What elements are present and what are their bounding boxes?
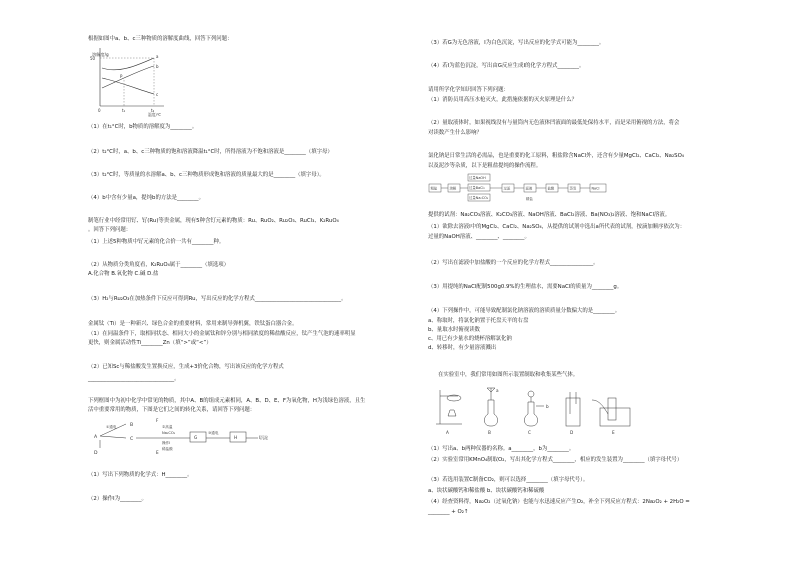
sol-q2: （2）t₂°C时，a、b、c三种物质的饱和溶液降温t₁°C时，所得溶液为不饱和溶液是________（填字母） (88, 149, 333, 155)
flow-box-8: 盐酸 (547, 186, 555, 191)
node-g: G (194, 435, 198, 440)
gas-q3-options: a、块状碳酸钙和稀盐酸 b、块状碳酸钙和稀硫酸 (428, 488, 545, 494)
edge-4: 操作Ⅰ (162, 441, 171, 445)
ru-q1: （1）上述5种物质中钌元素的化合价一共有________种。 (88, 239, 225, 245)
metal-intro: 金属钛（Ti）是一种新兴、绿色合金的重要材料，常用来制导弹机翼，铁钛蛋白器合金。 (88, 321, 298, 327)
end-label: I沉淀 (259, 435, 269, 440)
curve-a (102, 58, 154, 70)
gas-intro: 在实验室中，我们常用如图所示装置制取和收集某些气体。 (438, 372, 579, 378)
app-label-b: B (488, 430, 491, 435)
metal-q2: （2）已知Sc与稀盐酸发生置换反应，生成+3价化合物，写出该反应的化学方程式 (88, 364, 284, 370)
ru-intro2: 。回答下列问题： (88, 227, 132, 233)
curve-b (102, 66, 154, 88)
salt-q4-option-b: b、量取水时俯视读数 (428, 327, 480, 333)
app-label-c: C (528, 430, 531, 435)
salt-q4-option-c: c、用已有少量水的烧杯溶解氯化钠 (428, 336, 512, 342)
gas-q4b: ________ + O₂↑ (428, 509, 469, 515)
flow-box-7: 精盐 (526, 197, 533, 201)
metal-q1b: 更快，则金属活动性Ti________Zn（填“>”或“<”） (88, 340, 212, 346)
app-label-a: A (446, 430, 449, 435)
salt-q1a: （1）欲除去溶液Ⅰ中的MgCl₂、CaCl₂、Na₂SO₄，从提供的试剂中选出a所代表的试剂，按滴加顺序依次为： (428, 224, 686, 230)
node-d: D (94, 451, 98, 456)
node-h-box (230, 432, 246, 442)
y-axis-label: 溶解度/g (92, 52, 109, 57)
salt-intro2: 以及泥沙等杂质，以下是粗盐提纯的操作流程。 (428, 163, 542, 169)
ru-q2: （2）从物质分类角度看，K₂RuO₄属于________（填选项） (88, 262, 230, 268)
edge-1: ①通电 (106, 425, 117, 429)
curve-c (102, 78, 154, 94)
sol-q1: （1）在t₁°C时，b物质的溶解度为________。 (88, 124, 198, 130)
salt-q2: （2）写出在滤液中加盐酸的一个反应的化学方程式________________。 (428, 260, 599, 266)
gas-q2: （2）实验室常用KMnO₄制取O₂，写出其化学方程式________，相应的发生装置为________（填字母代号） (428, 457, 683, 463)
x-tick-2: t₂ (151, 108, 155, 113)
node-h: H (234, 435, 238, 440)
node-e: E (156, 450, 159, 455)
flow-box-1: 溶解 (449, 186, 457, 191)
fire-q1: （1）消防员用高压水枪灭火，此措施依据的灭火原理是什么？ (428, 97, 577, 103)
ru-q3: （3）H₂与Ru₂O₃在加热条件下反应可得到Ru，写出反应的化学方程式________________________________。 (88, 296, 347, 302)
edge-3: Na₂CO₃ (162, 431, 176, 435)
ru-q2-options: A.化合物 B.氧化物 C.碱 D.盐 (88, 271, 159, 277)
label-c: c (156, 92, 159, 97)
salt-q4-option-a: a、称取时，将氯化钠置于托盘天平的右盘 (428, 318, 529, 324)
instrument-label-b: b (546, 404, 549, 409)
flow-box-5: 过滤 (503, 186, 511, 191)
gas-q3: （3）若选用装置C制备CO₂，则可以选择________（填字母代号）。 (428, 477, 589, 483)
salt-purification-flow (428, 170, 638, 210)
infer-intro2: 活中重要常用的物质，下图是它们之间的转化关系，请回答下列问题： (88, 407, 256, 413)
x-tick-0: 0 (98, 108, 101, 113)
metal-q1a: （1）在同温条件下，取相同状态、相同大小的金属钛和锌分别与相同浓度的稀盐酸反应，钛产生气泡的速率明显 (88, 331, 356, 337)
app-label-e: E (612, 430, 615, 435)
instrument-label-a: a (496, 388, 499, 393)
sol-q3: （3）t₂°C时，等质量的水溶解a、b、c三种物质形成饱和溶液的质量最大的是________（填字母）。 (88, 172, 325, 178)
fire-intro: 请用所学化学知识回答下列问题： (428, 87, 509, 93)
edge-6: ③通电 (208, 431, 219, 435)
salt-intro: 氯化钠是日常生活的必需品，也是重要的化工原料，粗盐除含NaCl外，还含有少量MgCl₂、CaCl₂、Na₂SO₄ (428, 153, 684, 159)
point-p: P (120, 74, 123, 79)
infer-q2: （2）操作Ⅰ为________。 (88, 496, 147, 502)
node-b: B (130, 423, 134, 428)
node-g-box (190, 432, 206, 442)
y-tick: 50 (90, 56, 96, 61)
node-a: A (94, 435, 98, 440)
flow-box-6: 滤液 (525, 186, 533, 191)
gas-q4a: （4）经查资料得，Na₂O₂（过氧化钠）也能与水迅速反应产生O₂，补全下列反应方程式：2Na₂O₂ + 2H₂O = (428, 499, 690, 505)
salt-q1b: 过量的NaOH溶液、________、________。 (428, 234, 530, 240)
salt-q4: （4）下列操作中，可能导致配制氯化钠溶液的溶质质量分数偏大的是________。 (428, 308, 621, 314)
salt-reagents: 提供的试剂：Na₂CO₃溶液、K₂CO₃溶液、NaOH溶液、BaCl₂溶液、Ba(NO₃)₂溶液、饱和NaCl溶液。 (428, 212, 671, 218)
label-a: a (156, 54, 159, 59)
solubility-graph (90, 44, 168, 117)
node-f: F (156, 418, 159, 423)
flow-box-9: 蒸发 (569, 186, 577, 191)
label-b: b (156, 64, 159, 69)
metal-q2-blank: ________________________________。 (88, 376, 180, 382)
salt-q3: （3）用提纯的NaCl配制500g0.9%的生理盐水，需要NaCl的质量为________g。 (428, 284, 623, 290)
app-label-d: D (570, 430, 574, 435)
gas-apparatus-figure (432, 384, 642, 438)
node-c: C (130, 437, 134, 442)
flow-box-0: 粗盐 (430, 186, 438, 191)
flow-box-4: 过量Na₂CO₃ (469, 196, 489, 200)
solubility-intro: 根据如图中a、b、c三种物质的溶解度曲线，回答下列问题： (88, 36, 233, 42)
flow-box-10: NaCl (591, 186, 600, 191)
ru-intro: 制笔行业中经常用钌、钌(Ru)等贵金属，现有5种含钌元素的物质：Ru、RuO₂、Ru₂O₃、RuCl₃、K₂RuO₄ (88, 218, 339, 224)
infer-intro: 下列框图中为初中化学中常见的物质，其中A、B的组成元素相同，A、B、D、E、F为氧化物，H为浅绿色溶液，且生 (88, 398, 366, 404)
infer-q1: （1）写出下列物质的化学式：H________。 (88, 472, 193, 478)
salt-q4-option-d: d、转移时，有少量溶液溅出 (428, 345, 497, 351)
fire-q2a: （2）量取液体时，如果视线没有与量筒内无色液体凹液面的最低处保持水平，而是采用俯视的方法，将会 (428, 120, 680, 126)
flow-box-2: 过量NaOH (469, 176, 486, 180)
inference-flow-diagram (90, 414, 280, 462)
x-tick-1: t₁ (122, 108, 126, 113)
edge-5: 稀盐酸 (162, 447, 173, 451)
flow-box-3: 过量BaCl₂ (469, 186, 485, 190)
x-axis-label: 温度/℃ (148, 112, 162, 117)
fire-q2b: 对读数产生什么影响？ (428, 130, 482, 136)
infer-q3: （3）若G为无色溶液，I为白色沉淀，写出反应的化学式可能为________。 (428, 40, 605, 46)
sol-q4: （4）b中含有少量a，提纯b的方法是________。 (88, 195, 204, 201)
gas-q1: （1）写出a、b两种仪器的名称。a________，b为________。 (428, 446, 575, 452)
edge-2: ②高温 (162, 425, 173, 429)
infer-q4: （4）若I为蓝色沉淀，写出由G反应生成I的化学方程式________。 (428, 63, 585, 69)
